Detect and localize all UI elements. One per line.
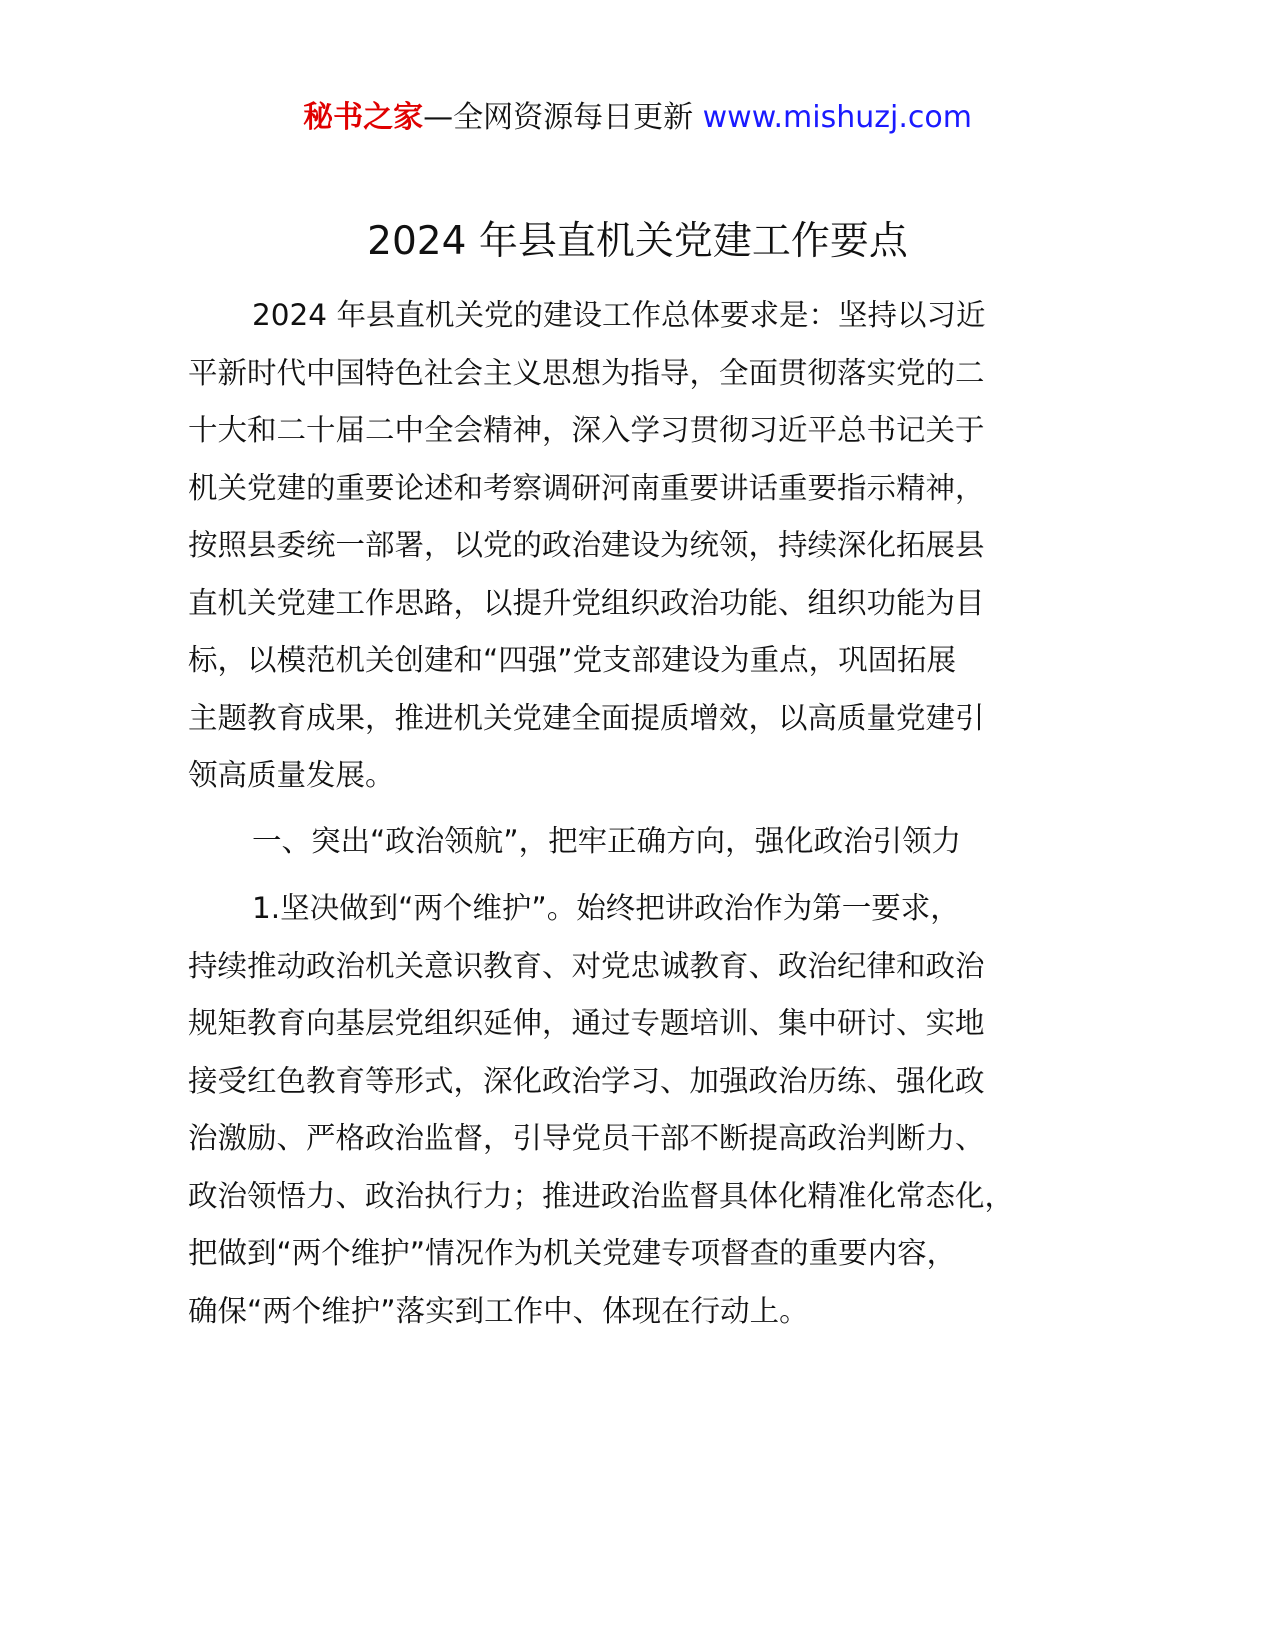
paragraph-line: 领高质量发展。 [188,758,395,792]
paragraph-line: 接受红色教育等形式，深化政治学习、加强政治历练、强化政 [188,1063,985,1098]
item-paragraph [188,880,1068,1340]
site-header [0,96,1275,140]
paragraph-line: 机关党建的重要论述和考察调研河南重要讲话重要指示精神， [188,470,985,505]
paragraph-line: 2024 年县直机关党的建设工作总体要求是：坚持以习近 [252,298,986,332]
paragraph-line: 十大和二十届二中全会精神，深入学习贯彻习近平总书记关于 [188,413,985,447]
paragraph-line: 规矩教育向基层党组织延伸，通过专题培训、集中研讨、实地 [188,1006,985,1040]
paragraph-line: 主题教育成果，推进机关党建全面提质增效，以高质量党建引 [188,700,985,735]
header-tagline: —全网资源每日更新 [423,100,694,135]
paragraph-line: 平新时代中国特色社会主义思想为指导，全面贯彻落实党的二 [188,355,985,390]
paragraph-line: 直机关党建工作思路，以提升党组织政治功能、组织功能为目 [188,585,985,620]
paragraph-spacer [188,870,1068,880]
section-heading-line: 一、突出“政治领航”，把牢正确方向，强化政治引领力 [252,823,962,858]
paragraph-line: 政治领悟力、政治执行力；推进政治监督具体化精准化常态化， [188,1178,1015,1213]
document-title: 2024 年县直机关党建工作要点 [367,219,908,264]
intro-paragraph [188,287,1068,805]
paragraph-line: 标，以模范机关创建和“四强”党支部建设为重点，巩固拓展 [188,643,957,677]
paragraph-spacer [188,805,1068,813]
paragraph-line: 按照县委统一部署，以党的政治建设为统领，持续深化拓展县 [188,528,985,562]
document-body [188,287,1068,1340]
paragraph-line: 持续推动政治机关意识教育、对党忠诚教育、政治纪律和政治 [188,948,985,983]
paragraph-line: 治激励、严格政治监督，引导党员干部不断提高政治判断力、 [188,1121,985,1155]
brand-name: 秘书之家 [303,100,424,135]
paragraph-line: 把做到“两个维护”情况作为机关党建专项督查的重要内容， [188,1236,957,1270]
paragraph-line: 确保“两个维护”落实到工作中、体现在行动上。 [188,1293,809,1328]
site-url-link[interactable]: www.mishuzj.com [702,100,972,135]
paragraph-line: 1.坚决做到“两个维护”。始终把讲政治作为第一要求， [252,891,960,925]
section-heading [188,813,1068,871]
